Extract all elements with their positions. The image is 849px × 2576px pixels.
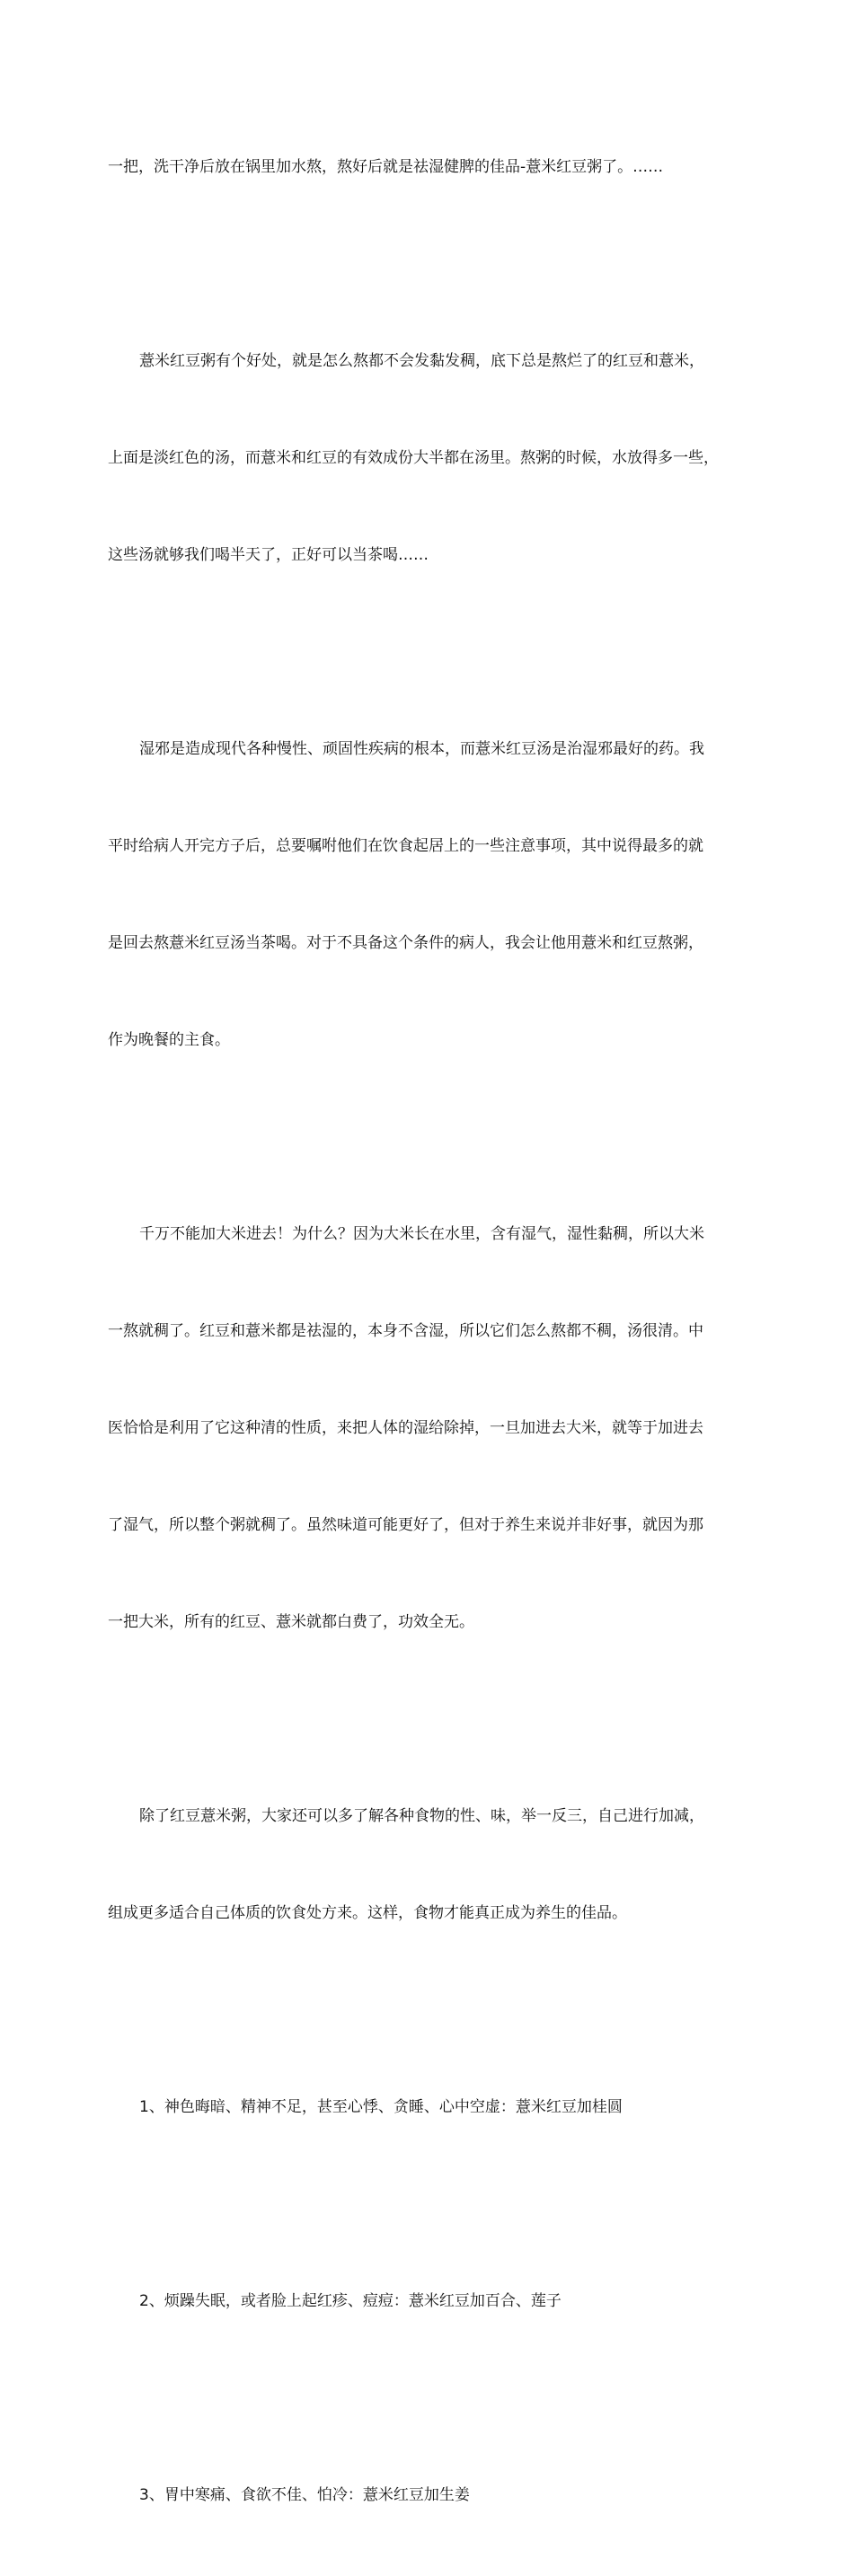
text-line: 是回去熬薏米红豆汤当茶喝。对于不具备这个条件的病人，我会让他用薏米和红豆熬粥， <box>108 934 703 952</box>
text-line: 千万不能加大米进去！为什么？因为大米长在水里，含有湿气，湿性黏稠，所以大米 <box>139 1225 704 1243</box>
paragraph-variations <box>108 1735 744 1994</box>
paragraph-dampness <box>108 668 744 1121</box>
list-item-3 <box>108 2414 744 2576</box>
text-line: 作为晚餐的主食。 <box>108 1031 230 1049</box>
paragraph-gap <box>108 2382 744 2414</box>
text-line: 这些汤就够我们喝半天了，正好可以当茶喝…… <box>108 546 429 564</box>
paragraph-gap <box>108 636 744 668</box>
paragraph-gap <box>108 1703 744 1735</box>
text-line: 平时给病人开完方子后，总要嘱咐他们在饮食起居上的一些注意事项，其中说得最多的就 <box>108 837 703 855</box>
text-line: 组成更多适合自己体质的饮食处方来。这样，食物才能真正成为养生的佳品。 <box>108 1904 627 1922</box>
text-line: 3、胃中寒痛、食欲不佳、怕冷：薏米红豆加生姜 <box>139 2486 470 2504</box>
document-page <box>108 86 744 2576</box>
text-line: 医恰恰是利用了它这种清的性质，来把人体的湿给除掉，一旦加进去大米，就等于加进去 <box>108 1419 703 1437</box>
paragraph-gap <box>108 1121 744 1153</box>
text-line: 除了红豆薏米粥，大家还可以多了解各种食物的性、味，举一反三，自己进行加减， <box>139 1807 704 1825</box>
text-line: 1、神色晦暗、精神不足，甚至心悸、贪睡、心中空虚：薏米红豆加桂圆 <box>139 2098 623 2116</box>
text-line: 了湿气，所以整个粥就稠了。虽然味道可能更好了，但对于养生来说并非好事，就因为那 <box>108 1516 703 1534</box>
paragraph-gap <box>108 248 744 280</box>
text-line: 湿邪是造成现代各种慢性、顽固性疾病的根本，而薏米红豆汤是治湿邪最好的药。我 <box>139 740 704 758</box>
paragraph-no-rice <box>108 1153 744 1703</box>
text-line: 一把大米，所有的红豆、薏米就都白费了，功效全无。 <box>108 1613 474 1631</box>
text-line: 薏米红豆粥有个好处，就是怎么熬都不会发黏发稠，底下总是熬烂了的红豆和薏米， <box>139 352 704 370</box>
text-line: 一把，洗干净后放在锅里加水熬，熬好后就是祛湿健脾的佳品-薏米红豆粥了。…… <box>108 158 664 176</box>
paragraph-gap <box>108 2188 744 2220</box>
list-item-1 <box>108 2026 744 2188</box>
text-line: 2、烦躁失眠，或者脸上起红疹、痘痘：薏米红豆加百合、莲子 <box>139 2292 562 2310</box>
text-line: 一熬就稠了。红豆和薏米都是祛湿的，本身不含湿，所以它们怎么熬都不稠，汤很清。中 <box>108 1322 703 1340</box>
paragraph-gap <box>108 1994 744 2026</box>
paragraph-porridge-benefits <box>108 280 744 636</box>
text-line: 上面是淡红色的汤，而薏米和红豆的有效成份大半都在汤里。熬粥的时候，水放得多一些， <box>108 449 719 467</box>
paragraph-continuation <box>108 86 744 248</box>
list-item-2 <box>108 2220 744 2382</box>
